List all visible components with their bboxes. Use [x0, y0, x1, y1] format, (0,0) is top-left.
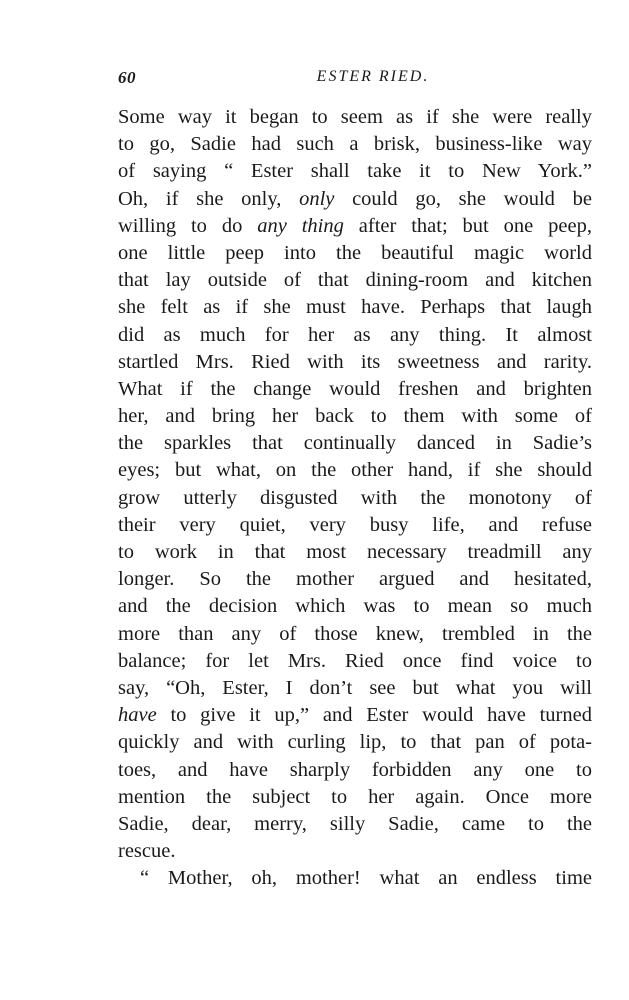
text-line — [118, 294, 592, 321]
text-run: the sparkles that continually danced in Sadie’s — [118, 432, 592, 455]
text-line — [118, 757, 592, 784]
text-line — [118, 186, 592, 213]
body-text — [118, 104, 592, 892]
text-line — [118, 784, 592, 811]
text-line — [118, 131, 592, 158]
text-run: longer. So the mother argued and hesitated, — [118, 568, 592, 591]
text-line — [118, 729, 592, 756]
page-header — [118, 64, 592, 94]
text-line — [118, 104, 592, 131]
text-line — [118, 267, 592, 294]
text-line — [118, 430, 592, 457]
text-line — [118, 675, 592, 702]
text-line — [118, 240, 592, 267]
text-line — [118, 621, 592, 648]
text-line — [118, 648, 592, 675]
text-run: of saying “ Ester shall take it to New York.” — [118, 160, 592, 183]
text-run: their very quiet, very busy life, and refuse — [118, 513, 592, 536]
text-run: Sadie, dear, merry, silly Sadie, came to the — [118, 812, 592, 835]
text-line — [118, 376, 592, 403]
text-run: balance; for let Mrs. Ried once find voice to — [118, 649, 592, 672]
text-line — [118, 403, 592, 430]
text-run: grow utterly disgusted with the monotony of — [118, 486, 592, 509]
text-run: Some way it began to seem as if she were really — [118, 106, 592, 128]
text-line — [118, 512, 592, 539]
text-line — [118, 349, 592, 376]
text-line — [118, 811, 592, 838]
text-run: “ Mother, oh, mother! what an endless time — [140, 867, 592, 890]
text-run: to go, Sadie had such a brisk, business-like way — [118, 133, 592, 156]
text-run: that lay outside of that dining-room and kitchen — [118, 269, 592, 292]
text-run: after that; but one peep, — [343, 214, 592, 237]
text-line — [118, 566, 592, 593]
text-run: to give it up,” and Ester would have turned — [156, 704, 592, 727]
text-line — [118, 158, 592, 185]
page-number: 60 — [118, 68, 136, 87]
text-run: say, “Oh, Ester, I don’t see but what you will — [118, 676, 592, 699]
text-run: more than any of those knew, trembled in the — [118, 622, 592, 645]
italic-text-run: any thing — [257, 214, 344, 237]
text-run: she felt as if she must have. Perhaps that laugh — [118, 296, 592, 319]
text-run: willing to do — [118, 214, 258, 237]
text-line — [118, 865, 592, 892]
text-run: could go, she would be — [334, 187, 592, 210]
text-run: toes, and have sharply forbidden any one to — [118, 758, 592, 781]
text-line — [118, 838, 592, 865]
text-line — [118, 485, 592, 512]
text-run: eyes; but what, on the other hand, if she should — [118, 459, 592, 482]
text-line — [118, 702, 592, 729]
text-run: to work in that most necessary treadmill any — [118, 541, 592, 563]
italic-text-run: have — [118, 704, 157, 727]
text-run: mention the subject to her again. Once more — [118, 785, 592, 808]
text-run: one little peep into the beautiful magic world — [118, 241, 592, 264]
text-run: Oh, if she only, — [118, 187, 300, 210]
text-run: rescue. — [118, 840, 176, 863]
text-line — [118, 593, 592, 620]
italic-text-run: only — [299, 187, 335, 210]
text-line — [118, 457, 592, 484]
text-line — [118, 539, 592, 566]
text-run: startled Mrs. Ried with its sweetness and rarity. — [118, 350, 592, 373]
text-run: What if the change would freshen and brighten — [118, 377, 592, 400]
text-run: quickly and with curling lip, to that pan of pota- — [118, 731, 592, 754]
text-line — [118, 322, 592, 349]
text-run: her, and bring her back to them with some of — [118, 405, 592, 428]
text-line — [118, 213, 592, 240]
text-run: and the decision which was to mean so much — [118, 595, 592, 618]
text-run: did as much for her as any thing. It almost — [118, 323, 592, 346]
running-title: ESTER RIED. — [316, 68, 430, 85]
